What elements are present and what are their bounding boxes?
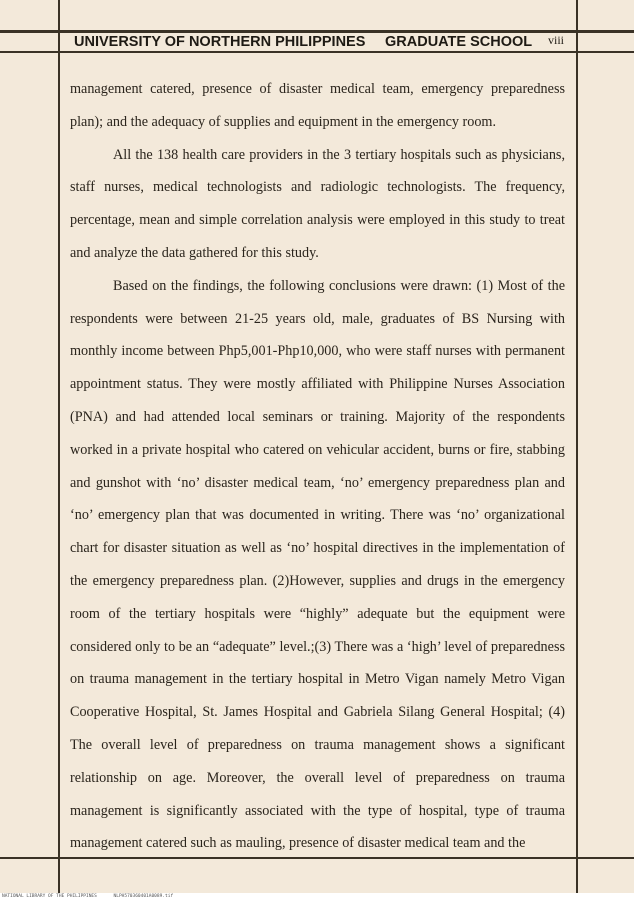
right-margin-rule <box>576 0 578 893</box>
university-name: UNIVERSITY OF NORTHERN PHILIPPINES <box>74 34 366 50</box>
paragraph-continuation: management catered, presence of disaster medical team, emergency preparedness plan); and the adequacy of supplies and equipment in the emergency room. <box>70 81 565 130</box>
header-bottom-rule <box>0 51 634 53</box>
paragraph-conclusions: Based on the findings, the following conclusions were drawn: (1) Most of the respondents were between 21-25 years old, male, graduates of BS Nursing with monthly income between Php5,001-Php10,000, who were staff nurses with permanent appointment status. They were mostly affiliated with Philippine Nurses Association (PNA) and had attended local seminars or training. Majority of the respondents worked in a private hospital who catered on vehicular accident, burns or fire, stabbing and gunshot with ‘no’ disaster medical team, ‘no’ emergency preparedness plan and ‘no’ emergency plan that was documented in writing. There was ‘no’ organizational chart for disaster situation as well as ‘no’ hospital directives in the implementation of the emergency preparedness plan. (2)However, supplies and drugs in the emergency room of the tertiary hospitals were “highly” adequate but the equipment were considered only to be an “adequate” level.;(3) There was a ‘high’ level of preparedness on trauma management in the tertiary hospital in Metro Vigan namely Metro Vigan Cooperative Hospital, St. James Hospital and Gabriela Silang General Hospital; (4) The overall level of preparedness on trauma management shows a significant relationship on age. Moreover, the overall level of preparedness on trauma management is significantly associated with the type of hospital, type of trauma management catered such as mauling, presence of disaster medical team and the <box>70 277 565 852</box>
scan-footer <box>0 893 634 900</box>
library-name: NATIONAL LIBRARY OF THE PHILIPPINES <box>2 894 97 899</box>
page-number: viii <box>548 33 565 47</box>
left-margin-rule <box>58 0 60 893</box>
page-header <box>60 33 576 51</box>
body-text <box>70 73 565 860</box>
paragraph-respondents: All the 138 health care providers in the 3 tertiary hospitals such as physicians, staff nurses, medical technologists and radiologic technologists. The frequency, percentage, mean and simple correlation analysis were employed in this study to treat and analyze the data gathered for this study. <box>70 146 565 261</box>
school-name: GRADUATE SCHOOL <box>385 34 533 50</box>
scan-code: NLPH570360401A0089.tif <box>113 894 174 899</box>
